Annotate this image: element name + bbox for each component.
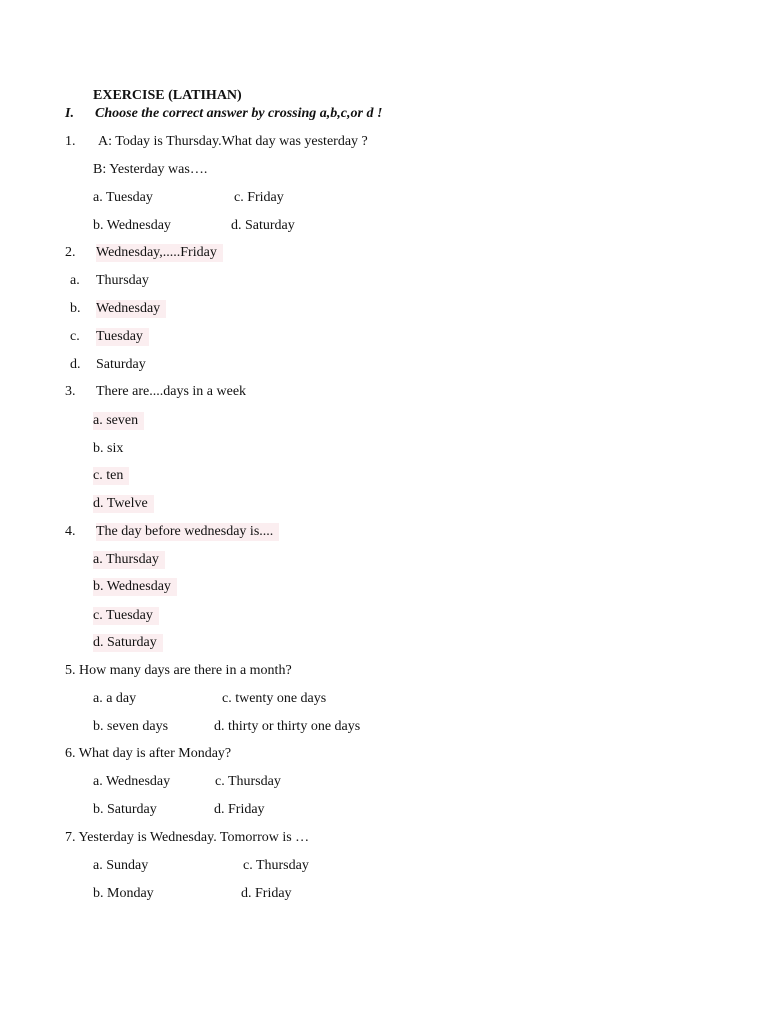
q3-number: 3. [65,384,76,399]
q6-option-d[interactable]: d. Friday [214,802,265,817]
q7-option-b[interactable]: b. Monday [93,886,154,901]
q2-option-c-letter[interactable]: c. [70,329,80,344]
q5-option-c[interactable]: c. twenty one days [222,691,327,706]
q3-text: There are....days in a week [96,384,247,399]
q3-option-d[interactable]: d. Twelve [93,495,154,513]
q7-option-c[interactable]: c. Thursday [243,858,309,873]
q3-option-a[interactable]: a. seven [93,412,144,430]
q2-option-b-text[interactable]: Wednesday [96,300,166,318]
q7-option-d[interactable]: d. Friday [241,886,292,901]
q1-option-c[interactable]: c. Friday [234,190,284,205]
q5-option-d[interactable]: d. thirty or thirty one days [214,719,361,734]
q1-speaker-b: B: Yesterday was…. [93,162,208,177]
q2-number: 2. [65,245,76,260]
q2-text: Wednesday,.....Friday [96,244,223,262]
q4-option-b[interactable]: b. Wednesday [93,578,177,596]
q6-option-b[interactable]: b. Saturday [93,802,157,817]
q2-option-b-letter[interactable]: b. [70,301,81,316]
q6-option-a[interactable]: a. Wednesday [93,774,171,789]
q4-option-a[interactable]: a. Thursday [93,551,165,569]
q6-option-c[interactable]: c. Thursday [215,774,281,789]
q7-question: 7. Yesterday is Wednesday. Tomorrow is … [65,830,310,845]
q7-option-a[interactable]: a. Sunday [93,858,149,873]
q4-option-d[interactable]: d. Saturday [93,634,163,652]
q4-text: The day before wednesday is.... [96,523,279,541]
q4-number: 4. [65,524,76,539]
q1-option-b[interactable]: b. Wednesday [93,218,171,233]
q1-number: 1. [65,134,76,149]
section-numeral: I. [65,106,74,121]
q1-speaker-a: A: Today is Thursday.What day was yesterday ? [98,134,368,149]
q1-option-d[interactable]: d. Saturday [231,218,295,233]
exercise-title: EXERCISE (LATIHAN) [93,88,242,103]
q3-option-c[interactable]: c. ten [93,467,129,485]
q5-question: 5. How many days are there in a month? [65,663,292,678]
q5-option-a[interactable]: a. a day [93,691,137,706]
q6-question: 6. What day is after Monday? [65,746,232,761]
q2-option-a-letter[interactable]: a. [70,273,80,288]
q2-option-d-letter[interactable]: d. [70,357,81,372]
q1-option-a[interactable]: a. Tuesday [93,190,153,205]
q2-option-c-text[interactable]: Tuesday [96,328,149,346]
q4-option-c[interactable]: c. Tuesday [93,607,159,625]
q2-option-a-text[interactable]: Thursday [96,273,149,288]
q5-option-b[interactable]: b. seven days [93,719,169,734]
section-instruction: Choose the correct answer by crossing a,b,c,or d ! [95,106,383,121]
q3-option-b[interactable]: b. six [93,441,124,456]
q2-option-d-text[interactable]: Saturday [96,357,146,372]
